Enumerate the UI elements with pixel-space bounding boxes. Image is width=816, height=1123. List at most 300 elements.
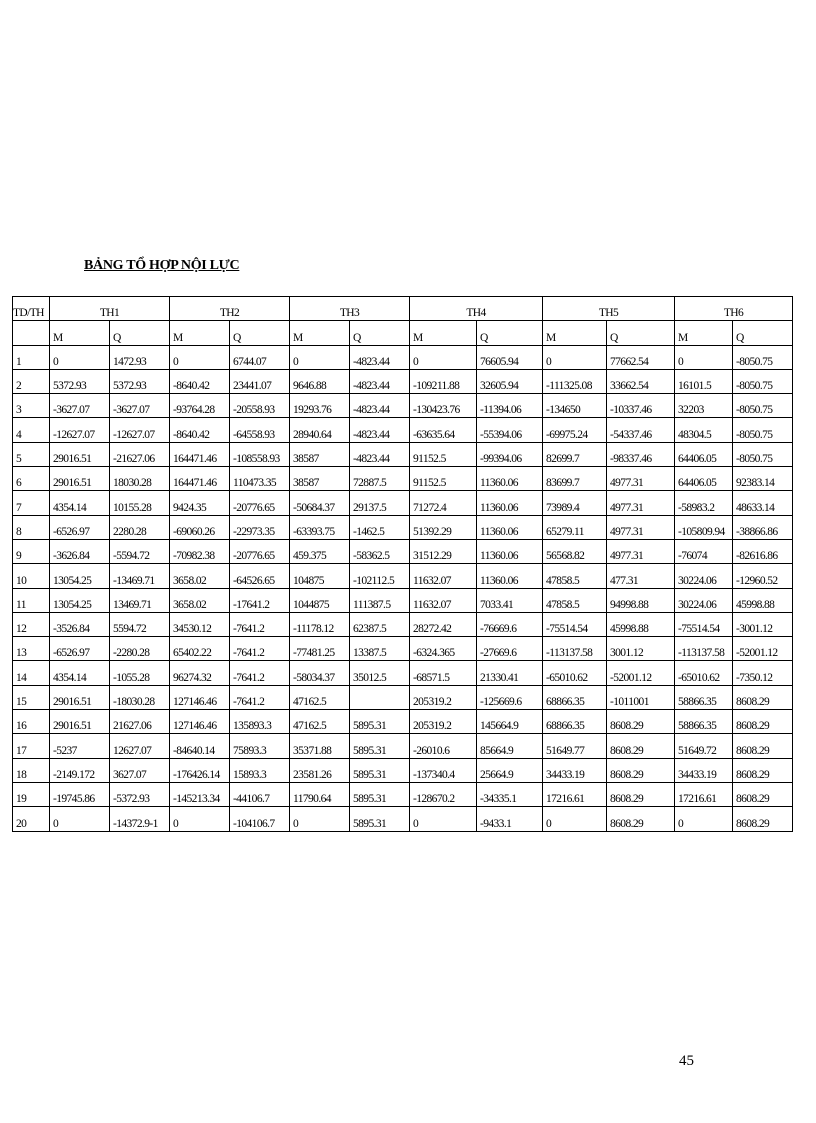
group-header-th2: TH2 [170, 297, 290, 321]
moment-cell: 164471.46 [170, 442, 230, 466]
row-index-cell: 15 [13, 685, 50, 709]
shear-cell: -20558.93 [230, 394, 290, 418]
shear-cell: 6744.07 [230, 345, 290, 369]
moment-cell: 11632.07 [410, 588, 477, 612]
moment-cell: 19293.76 [290, 394, 350, 418]
moment-cell: 51392.29 [410, 515, 477, 539]
row-index-cell: 13 [13, 637, 50, 661]
shear-cell: -38866.86 [733, 515, 793, 539]
moment-cell: -6324.365 [410, 637, 477, 661]
table-row [13, 467, 793, 491]
shear-cell: -7641.2 [230, 612, 290, 636]
shear-cell: -55394.06 [477, 418, 543, 442]
row-index-cell: 9 [13, 539, 50, 563]
moment-cell: -6526.97 [50, 637, 110, 661]
shear-cell: 8608.29 [733, 734, 793, 758]
shear-cell: 85664.9 [477, 734, 543, 758]
moment-cell: -63393.75 [290, 515, 350, 539]
moment-cell: -68571.5 [410, 661, 477, 685]
shear-cell: -14372.9-1 [110, 807, 170, 831]
shear-cell [350, 685, 410, 709]
shear-cell: -7641.2 [230, 637, 290, 661]
shear-cell: 11360.06 [477, 564, 543, 588]
table-row [13, 491, 793, 515]
moment-cell: 91152.5 [410, 442, 477, 466]
sub-header-moment: M [290, 321, 350, 345]
moment-cell: 0 [410, 807, 477, 831]
row-index-cell: 19 [13, 782, 50, 806]
moment-cell: 58866.35 [675, 685, 733, 709]
shear-cell: 145664.9 [477, 710, 543, 734]
moment-cell: -134650 [543, 394, 607, 418]
shear-cell: 5895.31 [350, 734, 410, 758]
row-index-cell: 5 [13, 442, 50, 466]
moment-cell: 82699.7 [543, 442, 607, 466]
shear-cell: 8608.29 [733, 782, 793, 806]
moment-cell: 4354.14 [50, 661, 110, 685]
moment-cell: 0 [170, 807, 230, 831]
shear-cell: 11360.06 [477, 467, 543, 491]
table-row [13, 515, 793, 539]
moment-cell: 51649.77 [543, 734, 607, 758]
shear-cell: -9433.1 [477, 807, 543, 831]
shear-cell: 75893.3 [230, 734, 290, 758]
moment-cell: -65010.62 [675, 661, 733, 685]
row-index-cell: 18 [13, 758, 50, 782]
moment-cell: 29016.51 [50, 710, 110, 734]
shear-cell: 5372.93 [110, 369, 170, 393]
table-row [13, 394, 793, 418]
moment-cell: 29016.51 [50, 442, 110, 466]
moment-cell: 47858.5 [543, 564, 607, 588]
row-index-cell: 17 [13, 734, 50, 758]
shear-cell: -125669.6 [477, 685, 543, 709]
moment-cell: 47162.5 [290, 710, 350, 734]
internal-force-combination-table [12, 296, 793, 832]
row-index-cell: 7 [13, 491, 50, 515]
table-row [13, 539, 793, 563]
shear-cell: -4823.44 [350, 394, 410, 418]
moment-cell: -26010.6 [410, 734, 477, 758]
shear-cell: -8050.75 [733, 345, 793, 369]
moment-cell: 0 [675, 807, 733, 831]
moment-cell: -76074 [675, 539, 733, 563]
moment-cell: 104875 [290, 564, 350, 588]
shear-cell: 4977.31 [607, 515, 675, 539]
moment-cell: 48304.5 [675, 418, 733, 442]
table-row [13, 807, 793, 831]
shear-cell: 94998.88 [607, 588, 675, 612]
moment-cell: 30224.06 [675, 588, 733, 612]
shear-cell: 12627.07 [110, 734, 170, 758]
shear-cell: 8608.29 [607, 807, 675, 831]
group-header-th3: TH3 [290, 297, 410, 321]
moment-cell: 13054.25 [50, 564, 110, 588]
moment-cell: 34433.19 [543, 758, 607, 782]
table-row [13, 758, 793, 782]
shear-cell: 8608.29 [733, 758, 793, 782]
group-header-th1: TH1 [50, 297, 170, 321]
row-index-cell: 16 [13, 710, 50, 734]
row-index-cell: 6 [13, 467, 50, 491]
moment-cell: 56568.82 [543, 539, 607, 563]
shear-cell: 11360.06 [477, 515, 543, 539]
shear-cell: 33662.54 [607, 369, 675, 393]
shear-cell: 8608.29 [733, 807, 793, 831]
shear-cell: -27669.6 [477, 637, 543, 661]
moment-cell: 96274.32 [170, 661, 230, 685]
moment-cell: 17216.61 [543, 782, 607, 806]
shear-cell: -76669.6 [477, 612, 543, 636]
shear-cell: -99394.06 [477, 442, 543, 466]
moment-cell: 64406.05 [675, 467, 733, 491]
sub-header-moment: M [543, 321, 607, 345]
moment-cell: 38587 [290, 442, 350, 466]
moment-cell: 38587 [290, 467, 350, 491]
shear-cell: -12960.52 [733, 564, 793, 588]
shear-cell: -8050.75 [733, 442, 793, 466]
moment-cell: 9646.88 [290, 369, 350, 393]
moment-cell: -113137.58 [675, 637, 733, 661]
moment-cell: -6526.97 [50, 515, 110, 539]
row-index-cell: 8 [13, 515, 50, 539]
shear-cell: 8608.29 [607, 734, 675, 758]
sub-header-moment: M [170, 321, 230, 345]
shear-cell: 2280.28 [110, 515, 170, 539]
shear-cell: -82616.86 [733, 539, 793, 563]
shear-cell: -13469.71 [110, 564, 170, 588]
shear-cell: 4977.31 [607, 467, 675, 491]
shear-cell: 77662.54 [607, 345, 675, 369]
shear-cell: -4823.44 [350, 442, 410, 466]
shear-cell: 10155.28 [110, 491, 170, 515]
moment-cell: 3658.02 [170, 588, 230, 612]
moment-cell: -2149.172 [50, 758, 110, 782]
moment-cell: 0 [543, 345, 607, 369]
shear-cell: 15893.3 [230, 758, 290, 782]
shear-cell: -64526.65 [230, 564, 290, 588]
moment-cell: 65279.11 [543, 515, 607, 539]
moment-cell: -145213.34 [170, 782, 230, 806]
moment-cell: 11790.64 [290, 782, 350, 806]
moment-cell: -70982.38 [170, 539, 230, 563]
shear-cell: -8050.75 [733, 418, 793, 442]
table-row [13, 710, 793, 734]
shear-cell: -104106.7 [230, 807, 290, 831]
shear-cell: 4977.31 [607, 539, 675, 563]
shear-cell: 35012.5 [350, 661, 410, 685]
shear-cell: 72887.5 [350, 467, 410, 491]
group-header-row [13, 297, 793, 321]
moment-cell: -11178.12 [290, 612, 350, 636]
shear-cell: 8608.29 [733, 685, 793, 709]
moment-cell: 127146.46 [170, 685, 230, 709]
shear-cell: 76605.94 [477, 345, 543, 369]
table-row [13, 661, 793, 685]
shear-cell: -44106.7 [230, 782, 290, 806]
table-row [13, 345, 793, 369]
moment-cell: 34433.19 [675, 758, 733, 782]
group-header-th5: TH5 [543, 297, 675, 321]
moment-cell: -75514.54 [675, 612, 733, 636]
shear-cell: -11394.06 [477, 394, 543, 418]
moment-cell: 29016.51 [50, 467, 110, 491]
moment-cell: 17216.61 [675, 782, 733, 806]
moment-cell: 35371.88 [290, 734, 350, 758]
shear-cell: -52001.12 [733, 637, 793, 661]
moment-cell: -111325.08 [543, 369, 607, 393]
moment-cell: 164471.46 [170, 467, 230, 491]
moment-cell: 0 [50, 345, 110, 369]
moment-cell: -3626.84 [50, 539, 110, 563]
shear-cell: -102112.5 [350, 564, 410, 588]
moment-cell: 0 [290, 807, 350, 831]
moment-cell: -113137.58 [543, 637, 607, 661]
shear-cell: 48633.14 [733, 491, 793, 515]
moment-cell: 73989.4 [543, 491, 607, 515]
shear-cell: -17641.2 [230, 588, 290, 612]
moment-cell: -58983.2 [675, 491, 733, 515]
moment-cell: 65402.22 [170, 637, 230, 661]
moment-cell: 1044875 [290, 588, 350, 612]
shear-cell: -20776.65 [230, 539, 290, 563]
group-header-th6: TH6 [675, 297, 793, 321]
shear-cell: -52001.12 [607, 661, 675, 685]
shear-cell: 32605.94 [477, 369, 543, 393]
moment-cell: 47162.5 [290, 685, 350, 709]
shear-cell: 110473.35 [230, 467, 290, 491]
moment-cell: 58866.35 [675, 710, 733, 734]
moment-cell: -130423.76 [410, 394, 477, 418]
moment-cell: 47858.5 [543, 588, 607, 612]
shear-cell: 21627.06 [110, 710, 170, 734]
table-row [13, 442, 793, 466]
table-row [13, 782, 793, 806]
shear-cell: -34335.1 [477, 782, 543, 806]
shear-cell: -3001.12 [733, 612, 793, 636]
moment-cell: -176426.14 [170, 758, 230, 782]
sub-header-moment: M [675, 321, 733, 345]
moment-cell: -137340.4 [410, 758, 477, 782]
shear-cell: 477.31 [607, 564, 675, 588]
sub-header-shear: Q [230, 321, 290, 345]
shear-cell: 29137.5 [350, 491, 410, 515]
page-number: 45 [679, 1053, 694, 1069]
shear-cell: 5895.31 [350, 758, 410, 782]
moment-cell: -105809.94 [675, 515, 733, 539]
moment-cell: -3627.07 [50, 394, 110, 418]
shear-cell: -54337.46 [607, 418, 675, 442]
shear-cell: 5895.31 [350, 807, 410, 831]
shear-cell: 18030.28 [110, 467, 170, 491]
shear-cell: -1011001 [607, 685, 675, 709]
moment-cell: 23581.26 [290, 758, 350, 782]
moment-cell: -58034.37 [290, 661, 350, 685]
moment-cell: 32203 [675, 394, 733, 418]
row-index-cell: 4 [13, 418, 50, 442]
shear-cell: -3627.07 [110, 394, 170, 418]
row-index-cell: 3 [13, 394, 50, 418]
moment-cell: 30224.06 [675, 564, 733, 588]
moment-cell: -69060.26 [170, 515, 230, 539]
corner-blank [13, 321, 50, 345]
shear-cell: -12627.07 [110, 418, 170, 442]
moment-cell: 3658.02 [170, 564, 230, 588]
moment-cell: -12627.07 [50, 418, 110, 442]
table-body [13, 345, 793, 831]
shear-cell: 5594.72 [110, 612, 170, 636]
shear-cell: -7350.12 [733, 661, 793, 685]
shear-cell: -2280.28 [110, 637, 170, 661]
moment-cell: 127146.46 [170, 710, 230, 734]
table-title: BẢNG TỔ HỢP NỘI LỰC [84, 258, 240, 273]
shear-cell: -8050.75 [733, 369, 793, 393]
row-index-cell: 14 [13, 661, 50, 685]
moment-cell: 68866.35 [543, 685, 607, 709]
shear-cell: 8608.29 [607, 710, 675, 734]
sub-header-shear: Q [607, 321, 675, 345]
table-row [13, 564, 793, 588]
moment-cell: 51649.72 [675, 734, 733, 758]
shear-cell: -7641.2 [230, 661, 290, 685]
shear-cell: -4823.44 [350, 418, 410, 442]
moment-cell: -65010.62 [543, 661, 607, 685]
sub-header-shear: Q [477, 321, 543, 345]
shear-cell: 5895.31 [350, 710, 410, 734]
sub-header-row [13, 321, 793, 345]
moment-cell: 459.375 [290, 539, 350, 563]
moment-cell: 91152.5 [410, 467, 477, 491]
table-row [13, 637, 793, 661]
moment-cell: 0 [675, 345, 733, 369]
shear-cell: -98337.46 [607, 442, 675, 466]
shear-cell: -10337.46 [607, 394, 675, 418]
moment-cell: -63635.64 [410, 418, 477, 442]
shear-cell: -64558.93 [230, 418, 290, 442]
moment-cell: 0 [543, 807, 607, 831]
shear-cell: 13387.5 [350, 637, 410, 661]
moment-cell: -69975.24 [543, 418, 607, 442]
moment-cell: 205319.2 [410, 710, 477, 734]
moment-cell: -128670.2 [410, 782, 477, 806]
corner-header: TD/TH [13, 297, 50, 321]
shear-cell: 92383.14 [733, 467, 793, 491]
shear-cell: -1462.5 [350, 515, 410, 539]
moment-cell: -5237 [50, 734, 110, 758]
shear-cell: 13469.71 [110, 588, 170, 612]
table-row [13, 588, 793, 612]
shear-cell: -8050.75 [733, 394, 793, 418]
shear-cell: 7033.41 [477, 588, 543, 612]
shear-cell: 11360.06 [477, 539, 543, 563]
shear-cell: 4977.31 [607, 491, 675, 515]
shear-cell: 135893.3 [230, 710, 290, 734]
table-row [13, 685, 793, 709]
moment-cell: -109211.88 [410, 369, 477, 393]
shear-cell: 8608.29 [607, 782, 675, 806]
moment-cell: -50684.37 [290, 491, 350, 515]
shear-cell: -21627.06 [110, 442, 170, 466]
shear-cell: -7641.2 [230, 685, 290, 709]
moment-cell: 11632.07 [410, 564, 477, 588]
moment-cell: 16101.5 [675, 369, 733, 393]
moment-cell: -93764.28 [170, 394, 230, 418]
sub-header-shear: Q [733, 321, 793, 345]
moment-cell: 0 [50, 807, 110, 831]
moment-cell: -84640.14 [170, 734, 230, 758]
moment-cell: -8640.42 [170, 369, 230, 393]
sub-header-moment: M [410, 321, 477, 345]
moment-cell: -19745.86 [50, 782, 110, 806]
moment-cell: -8640.42 [170, 418, 230, 442]
shear-cell: 21330.41 [477, 661, 543, 685]
moment-cell: 13054.25 [50, 588, 110, 612]
moment-cell: 28940.64 [290, 418, 350, 442]
moment-cell: 28272.42 [410, 612, 477, 636]
shear-cell: 25664.9 [477, 758, 543, 782]
table-row [13, 418, 793, 442]
moment-cell: -75514.54 [543, 612, 607, 636]
moment-cell: -77481.25 [290, 637, 350, 661]
shear-cell: -108558.93 [230, 442, 290, 466]
shear-cell: 8608.29 [607, 758, 675, 782]
shear-cell: -22973.35 [230, 515, 290, 539]
sub-header-shear: Q [350, 321, 410, 345]
row-index-cell: 11 [13, 588, 50, 612]
shear-cell: -5594.72 [110, 539, 170, 563]
shear-cell: -5372.93 [110, 782, 170, 806]
moment-cell: 0 [170, 345, 230, 369]
group-header-th4: TH4 [410, 297, 543, 321]
row-index-cell: 1 [13, 345, 50, 369]
sub-header-shear: Q [110, 321, 170, 345]
shear-cell: 8608.29 [733, 710, 793, 734]
shear-cell: 23441.07 [230, 369, 290, 393]
moment-cell: 71272.4 [410, 491, 477, 515]
moment-cell: 0 [290, 345, 350, 369]
row-index-cell: 12 [13, 612, 50, 636]
moment-cell: 34530.12 [170, 612, 230, 636]
moment-cell: 64406.05 [675, 442, 733, 466]
moment-cell: 9424.35 [170, 491, 230, 515]
table-row [13, 734, 793, 758]
table-row [13, 369, 793, 393]
shear-cell: 1472.93 [110, 345, 170, 369]
moment-cell: -3526.84 [50, 612, 110, 636]
moment-cell: 68866.35 [543, 710, 607, 734]
shear-cell: 5895.31 [350, 782, 410, 806]
moment-cell: 4354.14 [50, 491, 110, 515]
moment-cell: 31512.29 [410, 539, 477, 563]
shear-cell: 3627.07 [110, 758, 170, 782]
row-index-cell: 2 [13, 369, 50, 393]
moment-cell: 5372.93 [50, 369, 110, 393]
shear-cell: 62387.5 [350, 612, 410, 636]
table-row [13, 612, 793, 636]
row-index-cell: 20 [13, 807, 50, 831]
moment-cell: 29016.51 [50, 685, 110, 709]
shear-cell: -4823.44 [350, 369, 410, 393]
row-index-cell: 10 [13, 564, 50, 588]
shear-cell: -20776.65 [230, 491, 290, 515]
shear-cell: 45998.88 [733, 588, 793, 612]
moment-cell: 205319.2 [410, 685, 477, 709]
shear-cell: -4823.44 [350, 345, 410, 369]
shear-cell: -1055.28 [110, 661, 170, 685]
moment-cell: 83699.7 [543, 467, 607, 491]
sub-header-moment: M [50, 321, 110, 345]
shear-cell: -18030.28 [110, 685, 170, 709]
